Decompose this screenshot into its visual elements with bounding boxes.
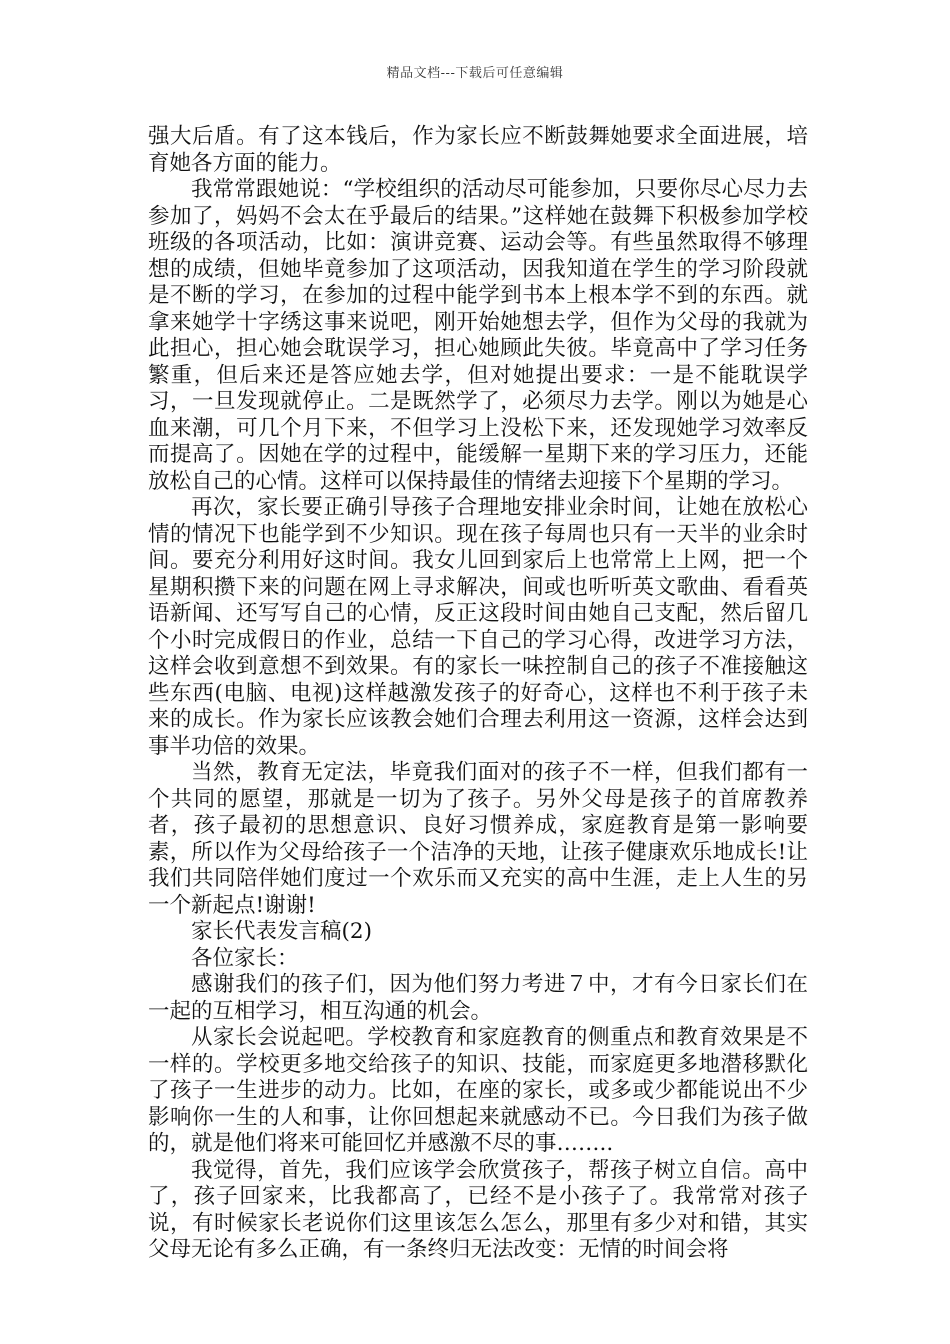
section-title: 家长代表发言稿(2) <box>191 919 372 944</box>
paragraph: 我觉得，首先，我们应该学会欣赏孩子，帮孩子树立自信。高中了，孩子回家来，比我都高了，已经不是小孩子了。我常常对孩子说，有时候家长老说你们这里该怎么怎么，那里有多少对和错，其实父母无论有多么正确，有一条终归无法改变：无情的时间会将 <box>148 1157 808 1262</box>
paragraph: 从家长会说起吧。学校教育和家庭教育的侧重点和教育效果是不一样的。学校更多地交给孩子的知识、技能，而家庭更多地潜移默化了孩子一生进步的动力。比如，在座的家长，或多或少都能说出不少影响你一生的人和事，让你回想起来就感动不已。今日我们为孩子做的，就是他们将来可能回忆并感激不尽的事…….. <box>148 1025 808 1156</box>
paragraph: 再次，家长要正确引导孩子合理地安排业余时间，让她在放松心情的情况下也能学到不少知识。现在孩子每周也只有一天半的业余时间。要充分利用好这时间。我女儿回到家后上也常常上上网，把一个星期积攒下来的问题在网上寻求解决，间或也听听英文歌曲、看看英语新闻、还写写自己的心情，反正这段时间由她自己支配，然后留几个小时完成假日的作业，总结一下自己的学习心得，改进学习方法，这样会收到意想不到效果。有的家长一味控制自己的孩子不准接触这些东西(电脑、电视)这样越激发孩子的好奇心，这样也不利于孩子未来的成长。作为家长应该教会她们合理去利用这一资源，这样会达到事半功倍的效果。 <box>148 495 808 759</box>
paragraph: 强大后盾。有了这本钱后，作为家长应不断鼓舞她要求全面进展，培育她各方面的能力。 <box>148 124 808 176</box>
paragraph: 感谢我们的孩子们，因为他们努力考进７中，才有今日家长们在一起的互相学习，相互沟通的机会。 <box>148 972 808 1024</box>
page-header: 精品文档---下载后可任意编辑 <box>386 66 564 81</box>
salutation: 各位家长： <box>191 945 299 971</box>
paragraph: 当然，教育无定法，毕竟我们面对的孩子不一样，但我们都有一个共同的愿望，那就是一切为了孩子。另外父母是孩子的首席教养者，孩子最初的思想意识、良好习惯养成，家庭教育是第一影响要素，所以作为父母给孩子一个洁净的天地，让孩子健康欢乐地成长!让我们共同陪伴她们度过一个欢乐而又充实的高中生涯，走上人生的另一个新起点!谢谢! <box>148 760 808 918</box>
document-body <box>148 124 808 1264</box>
paragraph: 我常常跟她说：“学校组织的活动尽可能参加，只要你尽心尽力去参加了，妈妈不会太在乎最后的结果。”这样她在鼓舞下积极参加学校班级的各项活动，比如：演讲竞赛、运动会等。有些虽然取得不够理想的成绩，但她毕竟参加了这项活动，因我知道在学生的学习阶段就是不断的学习，在参加的过程中能学到书本上根本学不到的东西。就拿来她学十字绣这事来说吧，刚开始她想去学，但作为父母的我就为此担心，担心她会耽误学习，担心她顾此失彼。毕竟高中了学习任务繁重，但后来还是答应她去学，但对她提出要求：一是不能耽误学习，一旦发现就停止。二是既然学了，必须尽力去学。刚以为她是心血来潮，可几个月下来，不但学习上没松下来，还发现她学习效率反而提高了。因她在学的过程中，能缓解一星期下来的学习压力，还能放松自己的心情。这样可以保持最佳的情绪去迎接下个星期的学习。 <box>148 177 808 494</box>
